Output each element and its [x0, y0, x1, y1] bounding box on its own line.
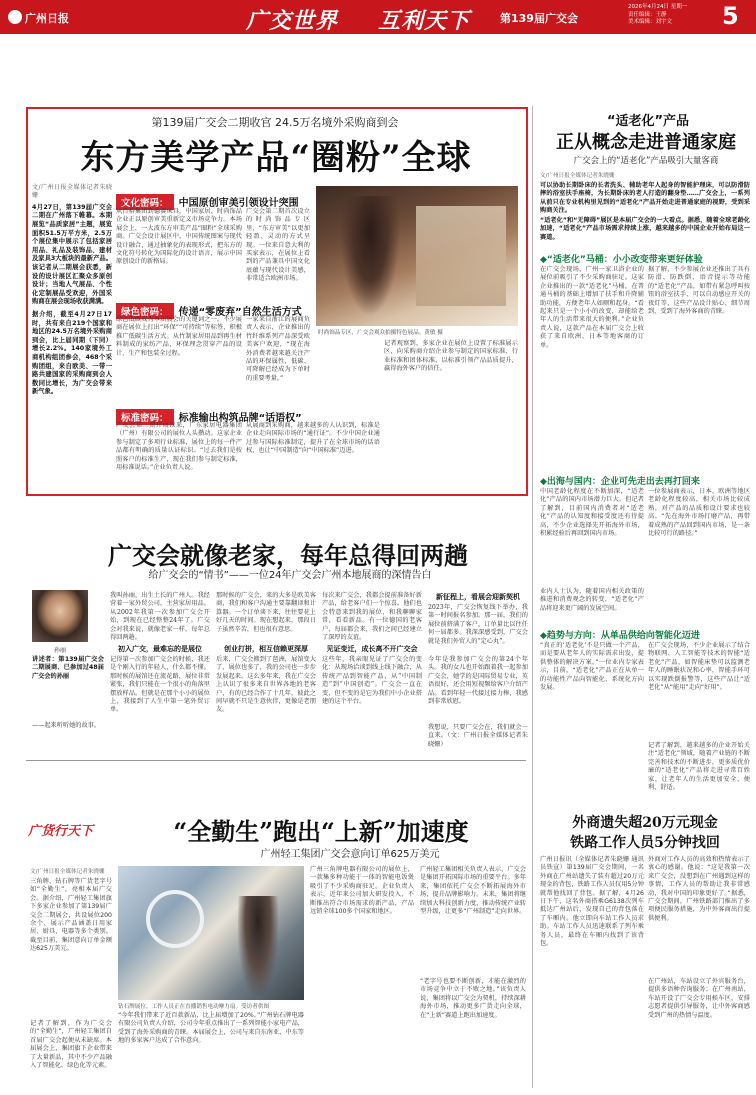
- mid-col4: 2023年，广交会恢复线下举办，我第一时间报名参加。那一届，我们的展位前挤满了客户，订单量比以往任何一届都多。我深深感受到，广交会就是我们外贸人的“定心丸”。: [428, 604, 528, 645]
- mid-col1: 我叫孙丽，出生土长的广州人。我经营着一家外贸公司，主营家居用品。从2002年我第一次参加广交会开始，到现在已经整整24年了。广交会对我来说，就像老家一样，每年总得回两趟。: [110, 592, 210, 642]
- sub1-label: 文化密码：: [116, 194, 174, 210]
- mid-caption: ——起来听听她的故事。: [32, 722, 101, 729]
- right-intro: 可以协助长期卧床的长者洗头、辅助老年人起身的智能护理床，可以防滑防摔的浴室扶手座椅，为长期卧床的老人打造的翻身垫……广交会上，一系列从前只在专业机构里见到的“适老化”产品开始走进普通家庭的视野，受到采购商关注。: [540, 182, 750, 215]
- bottom-column-divider: [532, 806, 533, 1088]
- right-sec3-title: ◆趋势与方向：从单品供给向智能化迈进: [540, 631, 700, 641]
- section-badge: [28, 818, 112, 840]
- lead-photo-caption: 时尚饰品专区，广交会观众拍摄特色展品。黄敏 摄: [318, 330, 443, 336]
- right-byline: 文/广州日报全媒体记者朱晓姗: [540, 173, 615, 179]
- sub2-body: 绿色低碳成为本届展会的关键词之一。不少展商在展位上打出“环保”“可持续”等标签，积极推广低碳生活方式。从竹制家居用品到再生材料制成的家纺产品，环保理念贯穿产品的设计、生产和包装全过程。: [116, 316, 242, 357]
- sub1-body: 从百裕集团到德赛床具，中国家居、时尚饰品企业正以原创审美重新定义市场竞争力。本场展会上，一大波东方审美产品“圈粉”全球采购商。广交会设计展区中，中国传统图案与现代设计融合，通过抽象化的表现形式，把东方的文化符号转化为国际化的设计语言，展示中国原创设计的新格局。: [116, 208, 242, 266]
- sub2-body-2: 一家来自浙江的展商负责人表示，企业推出的竹纤维系列产品深受欧美客户欢迎，“现在海外消费者越来越关注产品的环保属性，低碳、可降解已经成为下单时的重要考量。”: [246, 316, 310, 382]
- sub3-body-3: 记者观察到，多家企业在展位上设置了标准展示区，向采购商介绍企业参与制定的国家标准、行业标准和团体标准，以标准引领产品品质提升，赢得海外客户的信任。: [384, 340, 518, 373]
- overseas-body-3: 在广州站，车站设立了外宾服务台，提供多语种咨询服务；在广州南站，车站开设了广交会专用候车区，安排志愿者提供引导服务，让中外客商感受到广州的热情与温度。: [648, 978, 750, 1019]
- sub3-title: 标准输出构筑品牌“话语权”: [178, 413, 302, 424]
- mid-subhead: 给广交会的“情书”——一位24年广交会广州本地展商的深情告白: [148, 570, 432, 581]
- sub3-body: 广交会第二期开展以来，广东家居电器集团（广州）有限公司的展位人头攒动。这家企业参与制定了多项行业标准，展位上的每一件产品都有明确的质量认证标识。“过去我们是按照客户的标准生产，现在我们参与制定标准，用标准说话。”企业负责人说。: [116, 422, 242, 472]
- sub2-label: 绿色密码：: [116, 303, 174, 319]
- photo-presenter: [238, 896, 278, 996]
- lead-intro-2: 据介绍，截至4月27日17时，共有来自219个国家和地区的24.5万名境外采购商到会，比上届同期（下同）增长2.2%。140家境外工商机构组团参会，468个采购团组，来自欧美、一带一路共建国家的采购商到会人数同比增长，为广交会带来新气象。: [32, 310, 112, 396]
- sub3-label: 标准密码：: [116, 409, 174, 425]
- mid-col2: 那时候的广交会，来的大多是欧美客商，我们和客户沟通主要靠翻译和计算器。一个订单谈下来，往往要花上好几天的时间。现在想起来，那段日子虽然辛苦，但也很有意思。: [216, 592, 316, 633]
- sub1-title: 中国原创审美引领设计突围: [178, 198, 299, 209]
- mid-col1b: 记得第一次参加广交会的时候，我还是个刚入行的年轻人，什么都不懂。那时候的展馆还在流花路，展位非常紧张，我们只能在一个很小的角落里摆放样品。但就是在那个小小的展位上，我接到了人生中第一笔外贸订单。: [110, 656, 210, 714]
- right-sec1-title: ◆“适老化”马桶：小小改变带来更好体验: [540, 255, 703, 265]
- bottom-col2b: 广州三角牌电器有限公司的展位上，一款集多种功能于一体的智能电饭煲吸引了不少采购商驻足。企业负责人表示，近年来公司加大研发投入，不断推出符合市场需求的新产品，产品远销全球100多个国家和地区。: [310, 866, 414, 916]
- mid-col4b: 今年是我参加广交会的第24个年头。我的女儿也开始跟着我一起参加广交会，她学的是国际贸易专业，英语很好，还会用短视频给客户介绍产品。看到年轻一代接过接力棒，我感到非常欣慰。: [428, 656, 528, 706]
- mid-col3: 每次来广交会，我都会提前准备好新产品，给老客户们一个惊喜。他们也会特意来到我的展位，和我聊聊家常，看看新品。有一位德国的老客户，每届都会来，我们之间已经建立了深厚的友谊。: [322, 592, 422, 642]
- masthead-slogan-left: 广交世界: [246, 8, 339, 34]
- overseas-headline-2: 铁路工作人员5分钟找回: [570, 835, 720, 851]
- column-divider: [532, 106, 533, 806]
- bottom-subhead: 广州轻工集团广交会意向订单625万美元: [260, 849, 440, 860]
- right-intro-2: “适老化”和“无障碍”展区是本届广交会的一大看点。据悉，随着全球老龄化加速，“适老化”产品市场需求持续上涨，越来越多的中国企业开始布局这一赛道。: [540, 217, 750, 241]
- photo-figure: [340, 196, 400, 316]
- mid-col1-sub: 初入广交，最难忘的是展位: [118, 645, 202, 653]
- lead-intro: 4月27日，第139届广交会二期在广州落下帷幕。本期展览“品质家居”主题，展览面积51.5万平方米，2.5万个展位集中展示了包括家居用品、礼品及装饰品、建材及家具3大板块的最新产品。该记者从二期展会获悉，新设的设计展区汇聚众多原创设计；当地人气展品、个性化定制展品受欢迎，外国采购商在展会现场收获满满。: [32, 203, 112, 306]
- lead-kicker: 第139届广交会二期收官 24.5万名境外采购商到会: [151, 116, 399, 129]
- overseas-body-2: 外商对工作人员的高效和热情表示了衷心的感谢。他说：“这是我第一次来广交会，没想到在广州遇到这样的事情，工作人员的帮助让我非常感动，我对中国的印象更好了。”据悉，广交会期间，广州铁路部门推出了多项便民服务措施，为中外客商出行提供便利。: [648, 856, 750, 922]
- issue-editor: 责任编辑：王静: [628, 11, 667, 18]
- section-label: 第139届广交会: [500, 12, 578, 25]
- right-kicker: “适老化”产品: [606, 114, 690, 129]
- photo-display: [416, 206, 506, 306]
- sub3-body-2: 从展商到采购商，越来越多的人认识到，标准是企业走向国际市场的“通行证”。不少中国企业通过参与国际标准制定，提升了在全球市场的话语权，也让“中国制造”向“中国标准”迈进。: [246, 422, 380, 455]
- bottom-col1b: 记者了解到，作为广交会的“全勤生”，广州轻工集团自首届广交会起便从未缺席。本届展会上，集团旗下企业带来了大量新品，其中不少产品融入了智能化、绿色化等元素。: [30, 1020, 112, 1070]
- right-sec1-body: 在广交会现场，广州一家卫浴企业的展位前吸引了不少采购商驻足。这家企业推出的一款“适老化”马桶，在普通马桶的基础上增加了扶手和升降辅助功能，方便老年人如厕和起身。“看起来只是一个小小的改变，却能给老年人的生活带来很大的便利。”企业负责人说，这款产品在本届广交会上收获了来自欧洲、日本等地客商的订单。: [540, 266, 644, 349]
- person-portrait: [32, 590, 88, 642]
- issue-date: 2026年4月24日 星期一: [628, 4, 688, 10]
- right-sec3-body: “真正的‘适老化’不是只做一个产品，而是要从老年人的实际需求出发，提供整体的解决方案。”一位业内专家表示，目前，“适老化”产品正在从单一的功能性产品向智能化、系统化方向发展。: [540, 642, 644, 692]
- right-sec2-body: 中国老龄化程度在不断加深，“适老化”产品的国内市场潜力巨大。但记者了解到，目前国内消费者对“适老化”产品的认知度和接受度还有待提高，不少企业选择先开拓海外市场，积累经验后再回到国内市场。: [540, 488, 644, 538]
- mid-col2-sub: 创业打拼，相互信赖更深厚: [224, 645, 308, 653]
- masthead-slogan-right: 互利天下: [378, 8, 471, 34]
- bottom-col1: 三角牌、钻石牌等广货老字号如“全勤生”，亮相本届广交会。据介绍，广州轻工集团旗下多家企业参加了第139届广交会二期展会，共设展位200余个，展示产品涵盖日用家居、厨具、电器等多个类别。截至目前，集团意向订单金额达625万美元。: [30, 878, 112, 953]
- sub1-body-2: 广交会第二期首次设立的时尚饰品专区里，“东方审美”以更加轻盈、灵动的方式呈现。一位来自意大利的买家表示，在展位上看到的产品兼具中国文化底蕴与现代设计美感，非常适合欧洲市场。: [246, 208, 310, 283]
- lead-headline: 东方美学产品“圈粉”全球: [80, 138, 472, 178]
- right-sec3-body-3: 记者了解到，越来越多的企业开始关注“适老化”领域，随着产业链的不断完善和技术的不断进步，更多质优价廉的“适老化”产品将走进寻常百姓家，让老年人的生活更加安全、便利、舒适。: [648, 742, 750, 792]
- right-subhead: 广交会上的“适老化”产品吸引大量客商: [573, 156, 719, 166]
- photo-fan: [146, 890, 204, 948]
- overseas-headline: 外商遗失超20万元现金: [572, 815, 718, 831]
- mid-col3-sub: 见证变迁，成长离不开广交会: [326, 645, 418, 653]
- right-sec2-body-3: 业内人士认为，随着国内相关政策的推进和消费观念的转变，“适老化”产品将迎来更广阔的发展空间。: [540, 588, 644, 612]
- right-headline: 正从概念走进普通家庭: [556, 132, 736, 153]
- bottom-col2: “今年我们带来了近百款新品，比上届增加了20%。”广州钻石牌电器有限公司负责人介绍，公司今年重点推出了一系列智能小家电产品，受到了海外采购商的青睐。本届展会上，公司与来自东南亚、中东等地的多家客户达成了合作意向。: [118, 1012, 304, 1045]
- right-sec2-body-2: 一位参展商表示，日本、欧洲等地区老龄化程度较高，相关市场比较成熟，对产品的品质和设计要求也较高。“先在海外市场打磨产品，再带着成熟的产品回到国内市场，是一条比较可行的路径。”: [648, 488, 750, 538]
- mid-col3b: 这些年，我亲眼见证了广交会的变化：从现场洽谈到线上线下融合，从传统产品到智能产品，从“中国制造”到“中国创造”。广交会一直在变，但不变的是它为我们中小企业搭建的这个平台。: [322, 656, 422, 706]
- mid-col4c: 我想说，只要广交会在，我们就会一直来。（文：广州日报全媒体记者朱晓姗）: [428, 724, 528, 748]
- mid-byline: 讲述者：第139届广交会二期展商、已参加过48届广交会的孙丽: [32, 656, 104, 680]
- lead-byline: 文/广州日报全媒体记者朱晓姗: [32, 184, 112, 200]
- issue-info: [628, 4, 716, 27]
- person-name: 孙丽: [53, 647, 66, 654]
- bottom-byline: 文/广州日报全媒体记者朱晓姗: [30, 869, 105, 875]
- right-sec3-body-2: 在广交会现场，不少企业展示了结合物联网、人工智能等技术的智能“适老化”产品，如智能床垫可以监测老年人的睡眠状况和心率，智能手环可以实现跌倒报警等，这些产品让“适老化”从“能用”走向“好用”。: [648, 642, 750, 692]
- lead-photo: [316, 186, 518, 326]
- bottom-col3: 广州轻工集团相关负责人表示，广交会是集团开拓国际市场的重要平台。多年来，集团依托广交会不断拓展海外市场，提升品牌影响力。未来，集团将继续加大科技创新力度，推动传统产业转型升级，让更多“广州制造”走向世界。: [420, 866, 526, 916]
- lead-intro-box: [32, 184, 112, 484]
- bottom-photo: [118, 866, 304, 1000]
- overseas-body: 广州日报讯（全媒体记者朱晓姗 通讯员铁宣）第139届广交会期间，一名外商在广州站遗失了装有超过20万元现金的背包，铁路工作人员仅用5分钟就帮他找回了背包。据了解，4月26日下午，这名外商搭乘G6138次列车抵达广州站后，发现自己的背包落在了车厢内。他立即向车站工作人员求助。车站工作人员迅速联系了列车乘务人员，最终在车厢内找到了该背包。: [540, 856, 644, 948]
- page-number: 5: [722, 2, 739, 30]
- bottom-headline: “全勤生”跑出“上新”加速度: [173, 817, 469, 846]
- right-sec1-body-2: 据了解，不少参展企业还推出了具有防滑、防跌倒、语音提示等功能的“适老化”产品，如带有紧急呼叫按钮的浴室扶手、可以自动感应开关的夜灯等，这些产品设计贴心、细节周到，受到了海外客商的青睐。: [648, 266, 750, 316]
- mid-col4-sub: 新征程上，看展会迎新契机: [436, 593, 520, 601]
- mid-headline: 广交会就像老家，每年总得回两趟: [108, 541, 468, 570]
- issue-designer: 美术编辑：刘宇文: [628, 19, 673, 25]
- mid-divider: [26, 760, 526, 761]
- sub2-title: 传递“零废弃”自然生活方式: [178, 307, 302, 318]
- logo-icon: [8, 10, 22, 24]
- badge-text: 广货行天下: [28, 824, 94, 839]
- paper-name: 广州日报: [25, 12, 69, 25]
- paper-logo: [8, 6, 68, 28]
- bottom-photo-caption: 钻石牌展位，工作人员正在直播销售电动摩力扇。受访者供图: [118, 1004, 270, 1010]
- bottom-col3b: “老字号也要不断创新，才能在激烈的市场竞争中立于不败之地。”该负责人说，集团将以广交会为契机，持续深耕海外市场，推动更多广货走向全球，在“上新”赛道上跑出加速度。: [420, 978, 526, 1019]
- right-sec2-title: ◆出海与国内：企业可先走出去再打回来: [540, 477, 700, 487]
- mid-col2b: 后来，广交会搬到了琶洲，展馆变大了，展位也多了，我的公司也一步步发展起来。这么多年来，我在广交会上认识了很多来自世界各地的老客户，有的已经合作了十几年，彼此之间早就不只是生意伙伴，更像是老朋友。: [216, 656, 316, 714]
